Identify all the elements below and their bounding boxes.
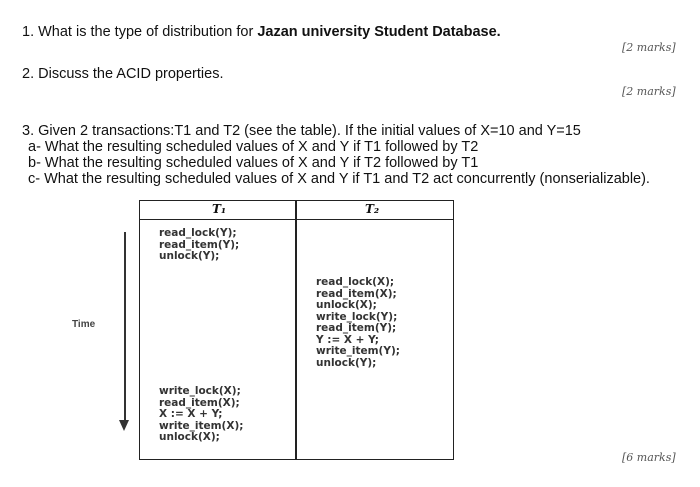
- question-1-prefix: 1. What is the type of distribution for: [22, 24, 258, 40]
- time-arrow-down-icon: [119, 420, 129, 431]
- question-3-part-a: a- What the resulting scheduled values of X and Y if T1 followed by T2: [28, 139, 479, 155]
- question-2-marks: [2 marks]: [622, 85, 676, 98]
- t2-operations-block: [316, 277, 400, 369]
- question-2: 2. Discuss the ACID properties.: [22, 66, 224, 82]
- question-1-bold: Jazan university Student Database.: [257, 24, 501, 40]
- t1-op: read_item(Y);: [159, 238, 240, 251]
- t2-op: Y := X + Y;: [316, 333, 380, 346]
- t2-op: read_item(Y);: [316, 322, 397, 334]
- t1-op: X := X + Y;: [159, 408, 223, 420]
- t1-op: write_item(X);: [159, 419, 244, 432]
- question-3-part-c: c- What the resulting scheduled values of X and Y if T1 and T2 act concurrently (nonserializable).: [28, 171, 650, 187]
- question-1-marks: [2 marks]: [622, 41, 676, 54]
- t1-op: write_lock(X);: [159, 385, 241, 397]
- t1-operations-block-2: [159, 386, 243, 444]
- t2-op: read_lock(X);: [316, 276, 395, 288]
- t2-op: write_lock(Y);: [316, 310, 398, 323]
- header-t1: T₁: [212, 202, 227, 216]
- t1-op: unlock(X);: [159, 431, 220, 443]
- time-axis-label: Time: [72, 319, 96, 330]
- question-3-marks: [6 marks]: [622, 451, 676, 464]
- t2-op: unlock(X);: [316, 299, 377, 311]
- question-3-intro: 3. Given 2 transactions:T1 and T2 (see the table). If the initial values of X=10 and Y=15: [22, 123, 581, 139]
- table-header-row: [140, 201, 453, 220]
- t2-op: read_item(X);: [316, 287, 397, 300]
- t1-operations-block-1: [159, 228, 239, 263]
- t2-op: write_item(Y);: [316, 345, 400, 357]
- t1-op: read_item(X);: [159, 396, 240, 409]
- t1-op: unlock(Y);: [159, 250, 220, 262]
- question-3-part-b: b- What the resulting scheduled values of X and Y if T2 followed by T1: [28, 155, 479, 171]
- header-t2: T₂: [365, 202, 380, 216]
- t1-op: read_lock(Y);: [159, 227, 237, 239]
- t2-op: unlock(Y);: [316, 356, 377, 369]
- question-1: [22, 24, 501, 41]
- table-column-divider: [295, 201, 297, 459]
- time-arrow-line: [124, 232, 126, 422]
